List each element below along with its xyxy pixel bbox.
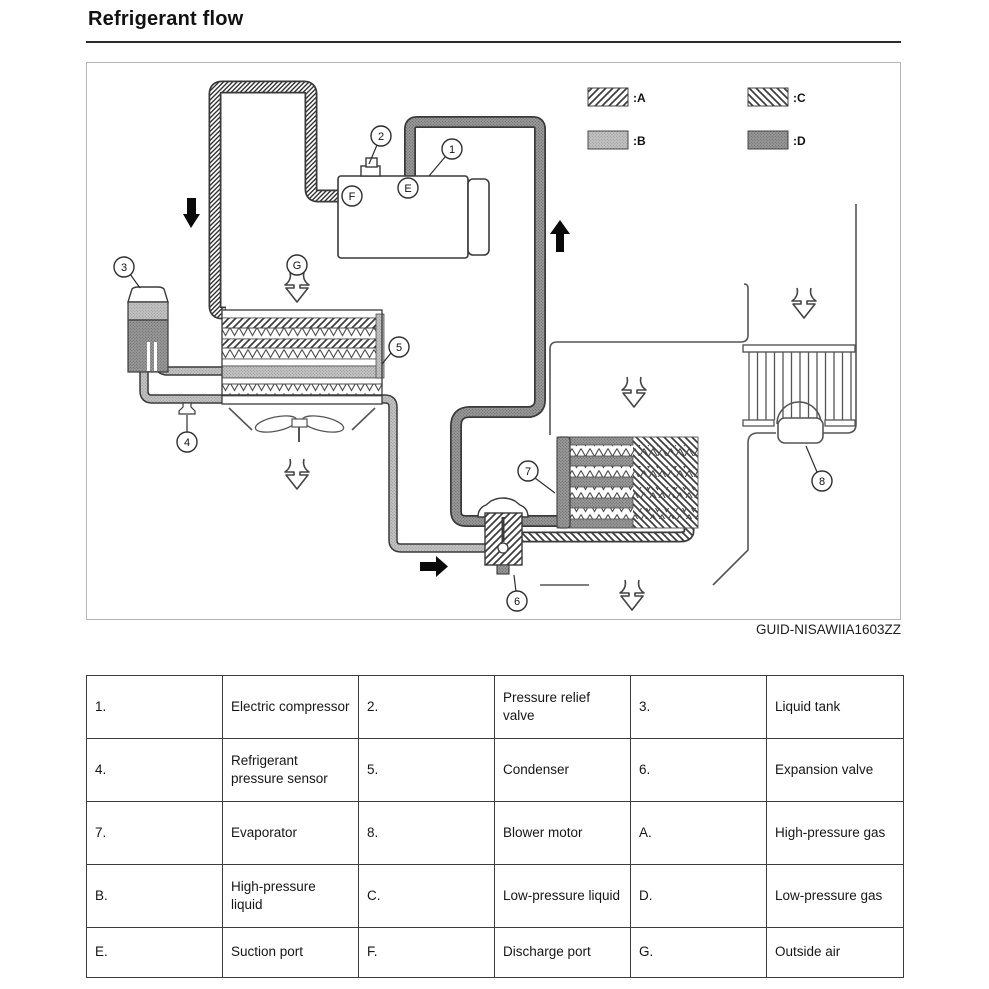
table-cell: 4. (87, 739, 223, 802)
legend-swatch-d (748, 131, 788, 149)
table-row (87, 676, 904, 739)
evaporator-left-header (557, 437, 570, 528)
svg-text:F: F (348, 190, 356, 203)
table-row (87, 928, 904, 978)
table-cell: Evaporator (223, 802, 359, 865)
table-cell: F. (359, 928, 495, 978)
callout-4 (177, 432, 197, 452)
table-cell: C. (359, 865, 495, 928)
figure-guid: GUID-NISAWIIA1603ZZ (755, 622, 901, 637)
legend-swatch-a (588, 88, 628, 106)
callout-8 (812, 471, 832, 491)
svg-text:G: G (292, 259, 302, 272)
table-row (87, 802, 904, 865)
page-title: Refrigerant flow (88, 8, 244, 30)
valve-ball (498, 543, 508, 553)
table-cell: Discharge port (495, 928, 631, 978)
callout-G-outside-air (287, 255, 307, 275)
legend-label-a: :A (633, 91, 646, 105)
legend-label-d: :D (793, 134, 806, 148)
callout-1 (442, 139, 462, 159)
table-cell: Pressure relief valve (495, 676, 631, 739)
table-cell: High-pressure liquid (223, 865, 359, 928)
table-cell: 2. (359, 676, 495, 739)
legend-label-c: :C (793, 91, 806, 105)
table-cell: 7. (87, 802, 223, 865)
table-cell: High-pressure gas (767, 802, 904, 865)
table-cell: Condenser (495, 739, 631, 802)
evaporator (557, 437, 698, 528)
table-cell: 3. (631, 676, 767, 739)
svg-text:5: 5 (395, 341, 403, 354)
table-row (87, 865, 904, 928)
callout-E-suction-port (398, 178, 418, 198)
callout-2 (371, 126, 391, 146)
condenser-right-header (376, 314, 384, 378)
legend-label-b: :B (633, 134, 646, 148)
svg-text:4: 4 (183, 436, 191, 449)
table-cell: G. (631, 928, 767, 978)
table-cell: B. (87, 865, 223, 928)
table-cell: A. (631, 802, 767, 865)
expansion-valve (478, 498, 528, 574)
table-cell: Low-pressure liquid (495, 865, 631, 928)
callout-3 (114, 257, 134, 277)
svg-text:1: 1 (448, 143, 456, 156)
callout-7 (518, 461, 538, 481)
svg-text:3: 3 (120, 261, 128, 274)
legend-swatch-b (588, 131, 628, 149)
table-cell: Blower motor (495, 802, 631, 865)
svg-text:E: E (404, 182, 412, 195)
blower-motor (778, 418, 823, 443)
table-cell: Suction port (223, 928, 359, 978)
table-cell: E. (87, 928, 223, 978)
table-cell: Electric compressor (223, 676, 359, 739)
refrigerant-flow-diagram (86, 62, 901, 620)
liquid-tank (128, 287, 168, 372)
table-cell: Refrigerant pressure sensor (223, 739, 359, 802)
callout-5 (389, 337, 409, 357)
table-cell: Low-pressure gas (767, 865, 904, 928)
table-cell: 1. (87, 676, 223, 739)
table-row (87, 739, 904, 802)
svg-text:2: 2 (377, 130, 385, 143)
legend-swatch-c (748, 88, 788, 106)
table-cell: Liquid tank (767, 676, 904, 739)
table-cell: 8. (359, 802, 495, 865)
table-cell: Outside air (767, 928, 904, 978)
title-underline (86, 41, 901, 43)
table-cell: Expansion valve (767, 739, 904, 802)
table-cell: 6. (631, 739, 767, 802)
svg-text:8: 8 (818, 475, 826, 488)
component-legend-table (86, 675, 904, 978)
svg-text:7: 7 (524, 465, 532, 478)
diagram-svg (86, 62, 901, 620)
table-cell: D. (631, 865, 767, 928)
table-cell: 5. (359, 739, 495, 802)
callout-6 (507, 591, 527, 611)
svg-text:6: 6 (513, 595, 521, 608)
callout-F-discharge-port (342, 186, 362, 206)
